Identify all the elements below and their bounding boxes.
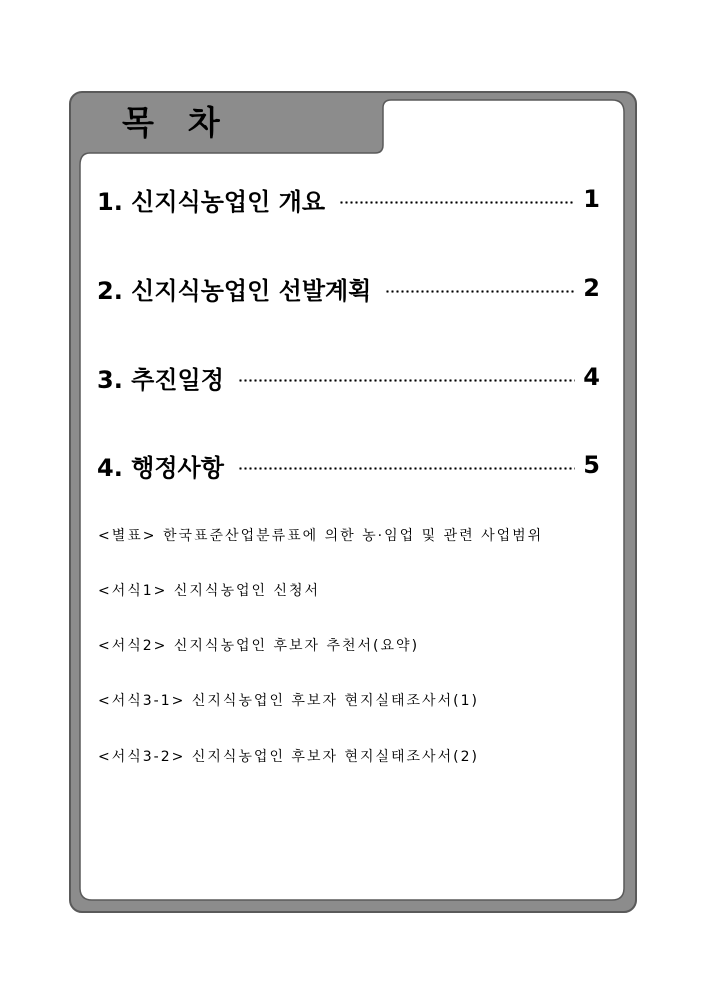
toc-entry-label: 1. 신지식농업인 개요: [97, 187, 325, 216]
toc-entry: [97, 443, 600, 487]
toc-entry-page: 4: [583, 363, 600, 391]
toc-entry: [97, 177, 600, 221]
dot-leader: [238, 379, 575, 382]
toc-entry-label: 2. 신지식농업인 선발계획: [97, 276, 372, 305]
dot-leader: [339, 201, 575, 204]
appendix-item: <별표> 한국표준산업분류표에 의한 농·임업 및 관련 사업범위: [98, 528, 544, 544]
toc-entry: [97, 355, 600, 399]
form-item: <서식2> 신지식농업인 후보자 추천서(요약): [98, 638, 420, 654]
form-item: <서식1> 신지식농업인 신청서: [98, 583, 321, 599]
toc-entry-page: 2: [583, 274, 600, 302]
form-item: <서식3-1> 신지식농업인 후보자 현지실태조사서(1): [98, 693, 479, 709]
page-title: 목차: [122, 102, 254, 142]
toc-entry-label: 3. 추진일정: [97, 365, 224, 394]
dot-leader: [238, 467, 575, 470]
toc-entry-page: 1: [583, 185, 600, 213]
form-item: <서식3-2> 신지식농업인 후보자 현지실태조사서(2): [98, 749, 479, 765]
toc-entry-page: 5: [583, 451, 600, 479]
toc-entry-label: 4. 행정사항: [97, 453, 224, 482]
toc-entry: [97, 266, 600, 310]
dot-leader: [385, 290, 575, 293]
